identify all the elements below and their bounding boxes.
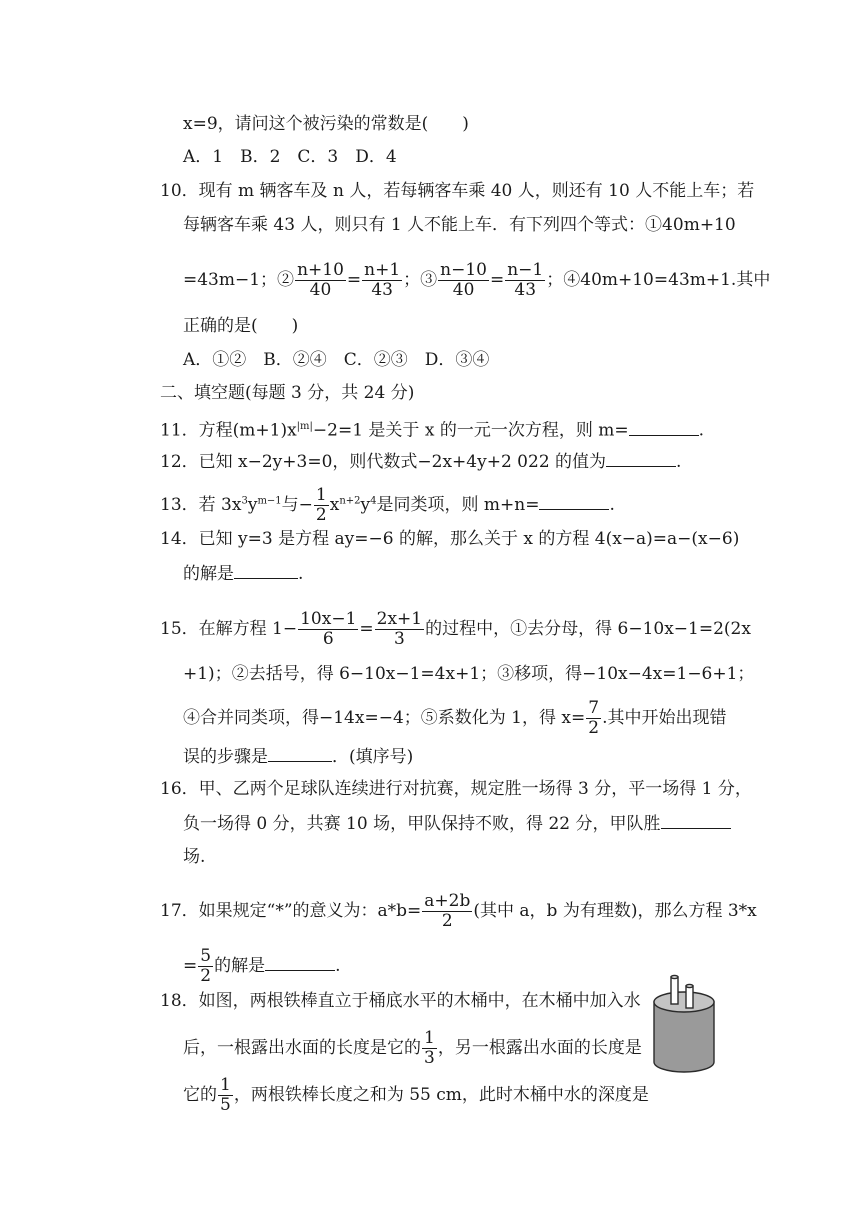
answer-blank[interactable] [539,493,609,510]
barrel-figure [648,972,720,1076]
rod-left [671,977,678,1004]
q15-line2: +1)；②去括号，得 6−10x−1=4x+1；③移项，得−10x−4x=1−6+1； [183,664,755,684]
q15-frac-1: $\frac{10x-1}{6}$ [300,609,357,649]
q18-frac-2: $\frac{1}{5}$ [220,1075,231,1115]
q10-frac-3: $\frac{n-10}{40}$ [440,260,487,300]
rod-right-cap [686,985,693,988]
q15-line4: 误的步骤是 ．(填序号) [183,747,414,767]
q18-line1: 18．如图，两根铁棒直立于桶底水平的木桶中，在木桶中加入水 [160,991,641,1011]
q13-frac: $\frac{1}{2}$ [315,485,327,525]
q10-eq-pre: =43m−1；② [183,270,295,290]
q11: 11．方程$(m+1)x^{|m|}-2=1$ 是关于 x 的一元一次方程，则 m= . [160,420,704,441]
answer-blank[interactable] [234,562,298,579]
section-title: 二、填空题(每题 3 分，共 24 分) [160,383,415,403]
q10-frac-2: $\frac{n+1}{43}$ [364,260,401,300]
q10-options: A．①② B．②④ C．②③ D．③④ [183,350,490,370]
q9-stem: x=9，请问这个被污染的常数是( ) [183,114,469,134]
q10-line4: 正确的是( ) [183,316,299,336]
q16-line1: 16．甲、乙两个足球队连续进行对抗赛，规定胜一场得 3 分，平一场得 1 分， [160,779,752,799]
q10-line2: 每辆客车乘 43 人，则只有 1 人不能上车．有下列四个等式：①40m+10 [183,215,736,235]
q17-frac-2: $\frac{5}{2}$ [200,946,212,986]
q17-line2: = $\frac{5}{2}$ 的解是 . [183,946,341,986]
q9-options: A．1 B．2 C．3 D．4 [183,147,397,167]
answer-blank[interactable] [268,745,332,762]
barrel-top [654,992,714,1012]
answer-blank[interactable] [661,812,731,829]
q10-equations: =43m−1；② $\frac{n+10}{40}$ = $\frac{n+1}{43}$ ；③ $\frac{n-10}{40}$ = $\frac{n-1}{43}$ ；④40m+10=43m+1.其中 [183,260,771,300]
q15-line1: 15．在解方程 1− $\frac{10x-1}{6}$ = $\frac{2x+1}{3}$ 的过程中，①去分母，得 6−10x−1=2(2x [160,609,751,649]
answer-blank[interactable] [265,954,335,971]
q12: 12．已知 x−2y+3=0，则代数式−2x+4y+2 022 的值为 . [160,452,682,472]
q13: 13．若 $3x^3y^{m-1}$与− $\frac{1}{2}$ $x^{n+2}y^4$是同类项，则 m+n= . [160,485,615,525]
q10-line1: 10．现有 m 辆客车及 n 人，若每辆客车乘 40 人，则还有 10 人不能上车；若 [160,181,755,201]
q16-line3: 场. [183,847,206,867]
q14-line2: 的解是 . [183,564,304,584]
q18-line2: 后，一根露出水面的长度是它的 $\frac{1}{3}$ ，另一根露出水面的长度是 [183,1028,642,1068]
rod-left-cap [671,976,678,979]
q16-line2: 负一场得 0 分，共赛 10 场，甲队保持不败，得 22 分，甲队胜 [183,812,731,835]
q10-frac-4: $\frac{n-1}{43}$ [507,260,544,300]
rod-right [686,986,693,1008]
answer-blank[interactable] [606,450,676,467]
q15-frac-3: $\frac{7}{2}$ [588,698,600,738]
q17-line1: 17．如果规定“*”的意义为：a*b= $\frac{a+2b}{2}$ (其中 a，b 为有理数)，那么方程 3*x [160,891,757,931]
q18-line3: 它的 $\frac{1}{5}$ ，两根铁棒长度之和为 55 cm，此时木桶中水的深度是 [183,1075,649,1115]
q18-frac-1: $\frac{1}{3}$ [424,1028,435,1068]
q15-line3: ④合并同类项，得−14x=−4；⑤系数化为 1，得 x= $\frac{7}{2}$ .其中开始出现错 [183,698,727,738]
q15-frac-2: $\frac{2x+1}{3}$ [376,609,423,649]
answer-blank[interactable] [629,419,699,436]
q10-frac-1: $\frac{n+10}{40}$ [297,260,344,300]
q10-eq-post: ；④40m+10=43m+1.其中 [546,270,771,290]
q17-frac-1: $\frac{a+2b}{2}$ [424,891,471,931]
q14-line1: 14．已知 y=3 是方程 ay=−6 的解，那么关于 x 的方程 4(x−a)=a−(x−6) [160,529,740,549]
